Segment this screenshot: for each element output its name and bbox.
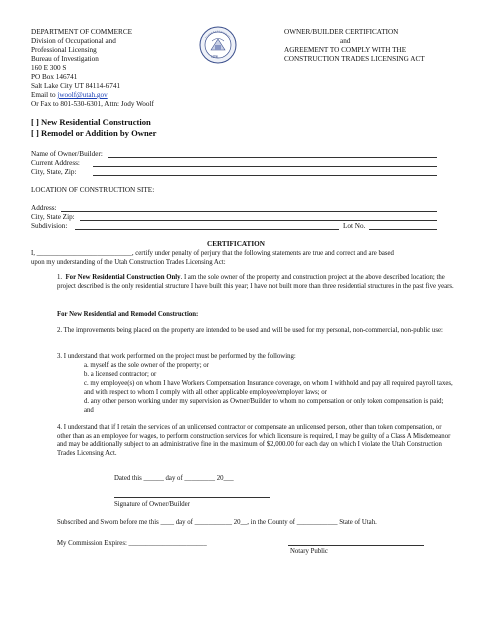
agency-line-division: Division of Occupational and xyxy=(31,37,116,45)
lot-label: Lot No. xyxy=(343,222,366,230)
agency-line-city: Salt Lake City UT 84114-6741 xyxy=(31,82,121,90)
statement-3-item-a: a. myself as the sole owner of the property; or xyxy=(84,362,209,369)
agency-line-department: DEPARTMENT OF COMMERCE xyxy=(31,28,133,36)
agency-line-street: 160 E 300 S xyxy=(31,64,67,72)
sworn-statement[interactable]: Subscribed and Sworn before me this ____ day of ___________ 20__, in the County of ____________ State of Utah. xyxy=(57,519,377,526)
email-link[interactable]: jwoolf@utah.gov xyxy=(57,91,108,99)
lot-field[interactable] xyxy=(369,229,437,230)
commission-expires[interactable]: My Commission Expires: _______________________ xyxy=(57,540,207,547)
email-line xyxy=(31,91,108,100)
certification-intro-line2: upon my understanding of the Utah Construction Trades Licensing Act: xyxy=(31,259,226,266)
statement-3: 3. I understand that work performed on the project must be performed by the following: xyxy=(57,353,296,360)
checkbox-new-construction[interactable] xyxy=(31,117,151,127)
site-heading: LOCATION OF CONSTRUCTION SITE: xyxy=(31,186,155,194)
checkbox-remodel-label: Remodel or Addition by Owner xyxy=(41,128,157,138)
statement-3-item-c: c. my employee(s) on whom I have Workers Compensation Insurance coverage, on whom I withhold and pay all required payroll taxes, and with respect to whom I comply with all other applicable employee/employer laws; or xyxy=(84,380,453,396)
statement-1-heading: For New Residential Construction Only xyxy=(65,274,181,281)
subdivision-label: Subdivision: xyxy=(31,222,68,230)
notary-signature-field[interactable] xyxy=(288,545,424,546)
checkbox-remodel[interactable] xyxy=(31,128,156,138)
site-city-field[interactable] xyxy=(80,220,437,221)
statement-1-text: . I am the sole owner of the property and construction project at the above described location; the project described is the only residential structure I have built this year; I have not built more than three residential structures in the past five years. xyxy=(57,274,454,290)
notary-label: Notary Public xyxy=(290,548,328,555)
email-prefix: Email to xyxy=(31,91,58,99)
dated-line[interactable]: Dated this ______ day of _________ 20___ xyxy=(114,475,234,482)
certification-intro-line1: I, ____________________________, certify under penalty of perjury that the following statements are true and correct and are based xyxy=(31,250,394,257)
statement-3-item-d: d. any other person working under my supervision as Owner/Builder to whom no compensation or only token compensation is paid; and xyxy=(84,398,444,414)
form-title-line4: CONSTRUCTION TRADES LICENSING ACT xyxy=(284,55,425,63)
owner-address-field[interactable] xyxy=(93,166,437,167)
agency-line-bureau: Bureau of Investigation xyxy=(31,55,99,63)
owner-city-label: City, State, Zip: xyxy=(31,168,77,176)
form-title-line1: OWNER/BUILDER CERTIFICATION xyxy=(284,28,399,36)
fax-line: Or Fax to 801-530-6301, Attn: Jody Woolf xyxy=(31,100,154,108)
seal-year: 1896 xyxy=(211,55,219,59)
agency-line-pobox: PO Box 146741 xyxy=(31,73,78,81)
subdivision-field[interactable] xyxy=(75,229,339,230)
remodel-section-heading: For New Residential and Remodel Construction: xyxy=(57,311,199,318)
owner-name-label: Name of Owner/Builder: xyxy=(31,150,103,158)
statement-1-number: 1. xyxy=(57,274,63,281)
checkbox-new-construction-mark[interactable]: [ ] xyxy=(31,117,39,127)
site-address-field[interactable] xyxy=(61,211,437,212)
site-city-label: City, State Zip: xyxy=(31,213,75,221)
owner-address-label: Current Address: xyxy=(31,159,80,167)
owner-city-field[interactable] xyxy=(93,175,437,176)
statement-4: 4. I understand that if I retain the services of an unlicensed contractor or compensate an unlicensed person, other than token compensation, or other than as an employee for wages, to perform construction services for which licensure is required, I may be guilty of a Class A Misdemeanor and may be additionally subject to an administrative fine in the maximum of $2,000.00 for each day on which I violate the Utah Construction Trades Licensing Act. xyxy=(57,424,451,457)
owner-signature-field[interactable] xyxy=(114,497,270,498)
checkbox-new-construction-label: New Residential Construction xyxy=(41,117,151,127)
statement-2: 2. The improvements being placed on the property are intended to be used and will be used for my personal, non-commercial, non-public use: xyxy=(57,327,443,334)
state-seal-icon xyxy=(199,26,237,64)
statement-1 xyxy=(57,274,455,291)
statement-3-item-b: b. a licensed contractor; or xyxy=(84,371,157,378)
owner-signature-label: Signature of Owner/Builder xyxy=(114,501,190,508)
agency-line-licensing: Professional Licensing xyxy=(31,46,97,54)
site-address-label: Address: xyxy=(31,204,57,212)
form-title-line3: AGREEMENT TO COMPLY WITH THE xyxy=(284,46,407,54)
owner-name-field[interactable] xyxy=(108,157,437,158)
checkbox-remodel-mark[interactable]: [ ] xyxy=(31,128,39,138)
certification-title: CERTIFICATION xyxy=(207,240,265,248)
form-title-line2: and xyxy=(340,37,351,45)
